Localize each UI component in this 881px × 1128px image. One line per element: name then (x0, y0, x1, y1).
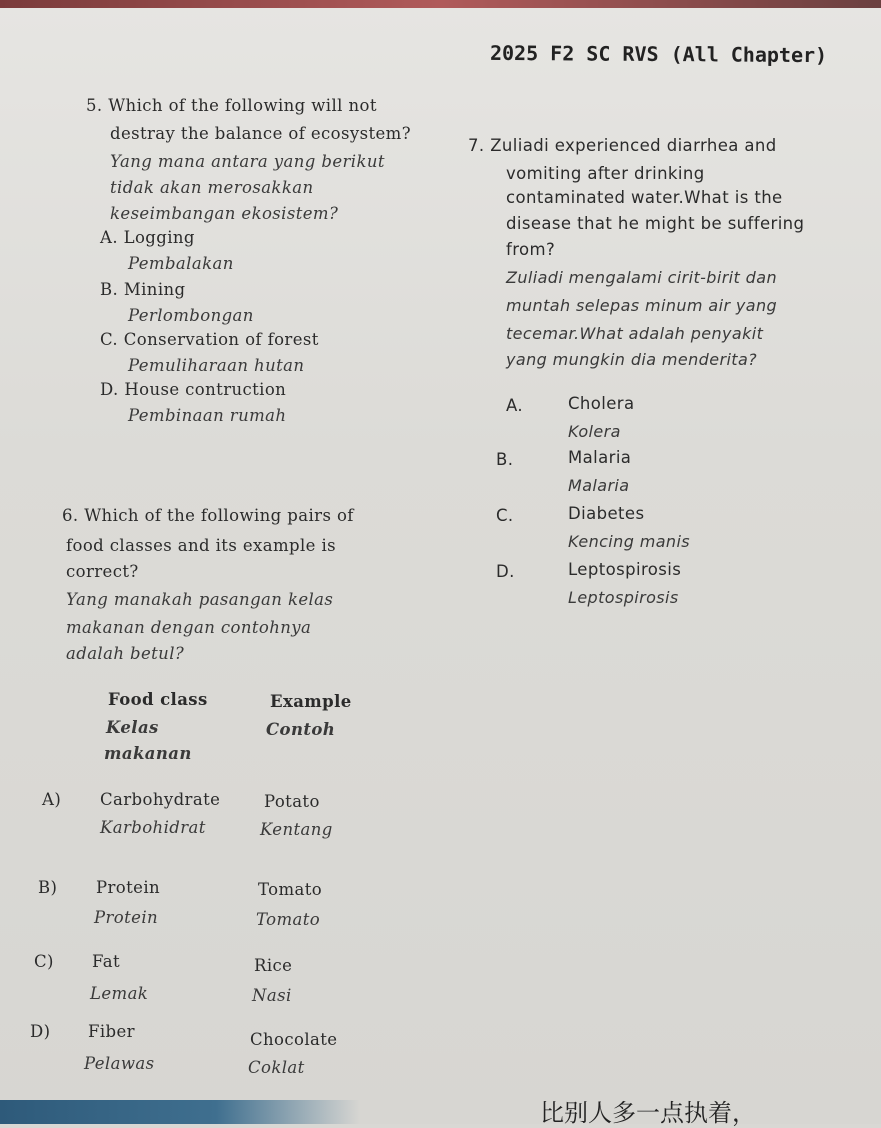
q6-option-b-label: B) (38, 878, 58, 897)
q6-stem-my-line-1: Yang manakah pasangan kelas (66, 590, 334, 609)
q6-option-d-example: Chocolate (250, 1030, 338, 1049)
q6-option-a-label: A) (42, 790, 62, 809)
q7-stem-my-line-4: yang mungkin dia menderita? (506, 350, 758, 369)
footer-chinese-motto: 比别人多一点执着， (540, 1099, 756, 1127)
q5-stem-my-line-3: keseimbangan ekosistem? (110, 204, 339, 223)
q6-option-d-class-my: Pelawas (84, 1054, 155, 1073)
q6-option-a-example: Potato (264, 792, 320, 811)
q6-option-b-class: Protein (96, 878, 161, 897)
q6-option-d-label: D) (30, 1022, 51, 1041)
q7-option-d-label: D. (496, 562, 515, 581)
q6-option-a-example-my: Kentang (260, 820, 333, 839)
q6-stem-my-line-2: makanan dengan contohnya (66, 618, 312, 637)
q6-col-example-my: Contoh (266, 720, 336, 739)
q5-option-c: C. Conservation of forest (100, 330, 319, 349)
q6-col-food-class-my-2: makanan (104, 744, 192, 763)
q6-col-food-class: Food class (108, 690, 208, 709)
q5-option-c-my: Pemuliharaan hutan (128, 356, 305, 375)
page-header: 2025 F2 SC RVS (All Chapter) (489, 40, 828, 68)
q7-stem-line-4: disease that he might be suffering (506, 214, 805, 233)
q7-stem-line-2: vomiting after drinking (506, 164, 705, 183)
q7-option-d-my: Leptospirosis (568, 588, 679, 607)
q6-option-b-example: Tomato (258, 880, 323, 899)
q5-stem-line-1: 5. Which of the following will not (86, 96, 377, 115)
q5-option-b: B. Mining (100, 280, 186, 299)
q5-option-a: A. Logging (100, 228, 195, 247)
q7-option-c-label: C. (496, 506, 514, 525)
q7-option-b-my: Malaria (568, 476, 630, 495)
q6-option-a-class-my: Karbohidrat (100, 818, 206, 837)
q6-option-c-example-my: Nasi (252, 986, 292, 1005)
page-top-edge (0, 0, 881, 8)
q5-option-d: D. House contruction (100, 380, 287, 399)
q5-option-a-my: Pembalakan (128, 254, 234, 273)
q5-stem-line-2: destray the balance of ecosystem? (110, 124, 411, 143)
q6-option-c-class-my: Lemak (90, 984, 149, 1003)
q7-option-a-label: A. (506, 396, 524, 415)
q6-stem-my-line-3: adalah betul? (66, 644, 185, 663)
q6-option-d-example-my: Coklat (248, 1058, 305, 1077)
q6-option-d-class: Fiber (88, 1022, 135, 1041)
q7-option-c: Diabetes (568, 504, 645, 523)
q6-option-c-class: Fat (92, 952, 120, 971)
q6-stem-line-2: food classes and its example is (66, 536, 336, 555)
q7-stem-line-1: 7. Zuliadi experienced diarrhea and (468, 136, 777, 155)
q7-option-a-my: Kolera (568, 422, 621, 441)
q7-option-a: Cholera (568, 394, 635, 413)
q7-stem-line-3: contaminated water.What is the (506, 188, 783, 207)
q5-option-d-my: Pembinaan rumah (128, 406, 287, 425)
q5-option-b-my: Perlombongan (128, 306, 254, 325)
q6-option-c-example: Rice (254, 956, 293, 975)
q7-option-b-label: B. (496, 450, 514, 469)
q5-stem-my-line-2: tidak akan merosakkan (110, 178, 314, 197)
q7-stem-line-5: from? (506, 240, 556, 259)
page-bottom-strip (0, 1100, 360, 1124)
q5-stem-my-line-1: Yang mana antara yang berikut (110, 152, 385, 171)
q6-option-b-example-my: Tomato (256, 910, 321, 929)
q7-option-b: Malaria (568, 448, 632, 467)
q7-option-d: Leptospirosis (568, 560, 682, 579)
q7-option-c-my: Kencing manis (568, 532, 691, 551)
q7-stem-my-line-3: tecemar.What adalah penyakit (506, 324, 764, 343)
q6-stem-line-1: 6. Which of the following pairs of (62, 506, 354, 525)
q6-option-c-label: C) (34, 952, 54, 971)
q6-option-a-class: Carbohydrate (100, 790, 221, 809)
q7-stem-my-line-1: Zuliadi mengalami cirit-birit dan (506, 268, 777, 287)
q6-stem-line-3: correct? (66, 562, 139, 581)
q7-stem-my-line-2: muntah selepas minum air yang (506, 296, 778, 315)
q6-col-example: Example (270, 692, 352, 711)
q6-col-food-class-my-1: Kelas (106, 718, 159, 737)
q6-option-b-class-my: Protein (94, 908, 159, 927)
